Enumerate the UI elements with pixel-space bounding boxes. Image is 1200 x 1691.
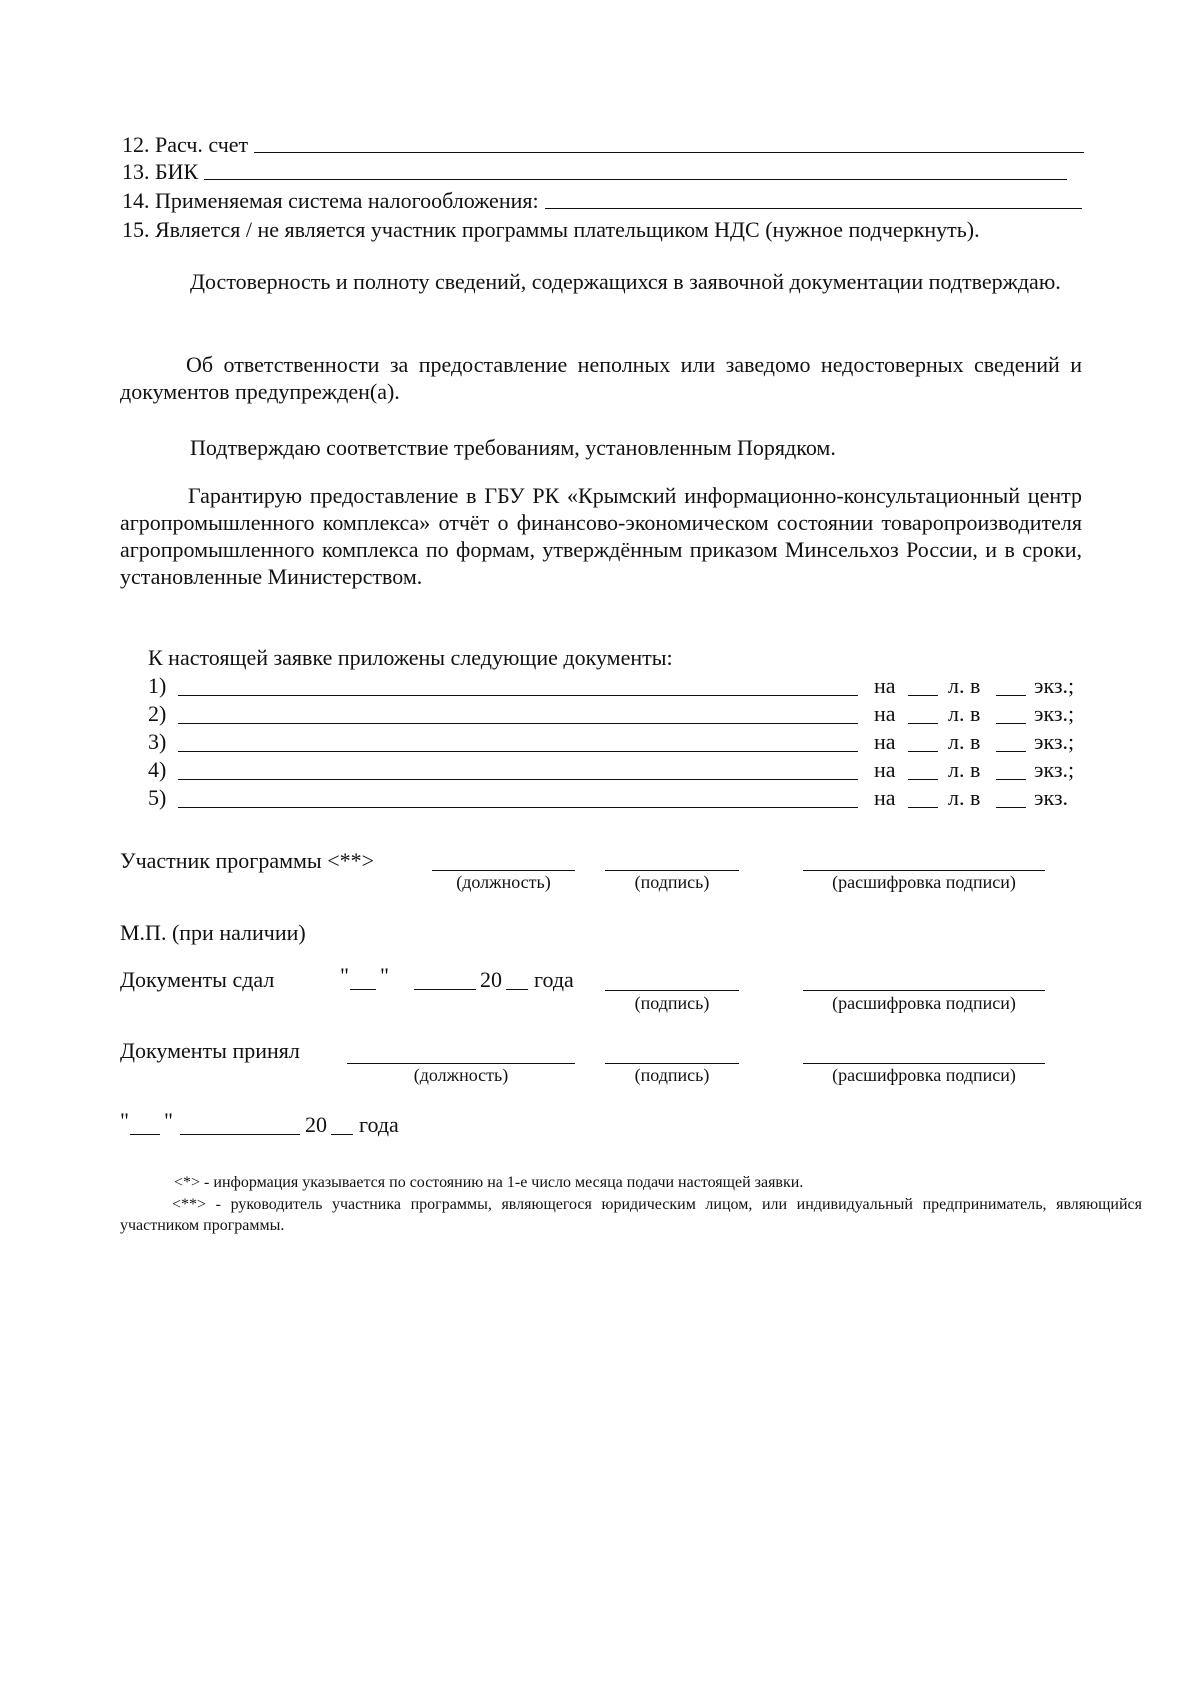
attachment-copies-line[interactable] (996, 751, 1026, 752)
attachment-number: 5) (148, 785, 167, 810)
caption-decoding: (расшифровка подписи) (832, 872, 1016, 892)
participant-label: Участник программы <**> (120, 848, 375, 873)
attachment-sheets-label: л. в (948, 673, 981, 698)
submitted-quote-open: " (340, 963, 349, 988)
attachment-copies-line[interactable] (996, 807, 1026, 808)
attachment-copies-label: экз.; (1034, 729, 1075, 754)
attachment-copies-line[interactable] (996, 779, 1026, 780)
attachment-na: на (874, 673, 896, 698)
submitted-day-line[interactable] (350, 989, 376, 990)
paragraph-responsibility: Об ответственности за предоставление неполных или заведомо недостоверных сведений и документов предупрежден(а). (120, 352, 1082, 404)
attachment-sheets-label: л. в (948, 701, 981, 726)
attachment-name-line[interactable] (178, 751, 858, 752)
submitted-year-prefix: 20 (480, 967, 502, 992)
caption-decoding: (расшифровка подписи) (832, 1065, 1016, 1085)
participant-signature-line[interactable] (605, 870, 739, 871)
accepted-position-line[interactable] (347, 1063, 575, 1064)
field-tax-system-line[interactable] (545, 208, 1082, 209)
attachment-sheets-line[interactable] (908, 751, 938, 752)
paragraph-accuracy: Достоверность и полноту сведений, содержащихся в заявочной документации подтверждаю. (190, 269, 1061, 294)
submitted-decoding-line[interactable] (803, 990, 1045, 991)
stamp-label: М.П. (при наличии) (120, 920, 306, 945)
date-year-prefix: 20 (305, 1112, 327, 1137)
accepted-decoding-line[interactable] (803, 1063, 1045, 1064)
field-tax-system-label: 14. Применяемая система налогообложения: (122, 188, 539, 213)
attachment-name-line[interactable] (178, 723, 858, 724)
field-account-line[interactable] (254, 152, 1084, 153)
attachment-copies-line[interactable] (996, 723, 1026, 724)
participant-position-line[interactable] (432, 870, 575, 871)
footnote-1: <*> - информация указывается по состоянию на 1-е число месяца подачи настоящей заявки. (174, 1174, 804, 1191)
attachment-na: на (874, 729, 896, 754)
field-bik (122, 159, 1067, 185)
attachment-na: на (874, 785, 896, 810)
paragraph-guarantee: Гарантирую предоставление в ГБУ РК «Крымский информационно-консультационный центр агропромышленного комплекса» отчёт о финансово-экономическом состоянии товаропроизводителя агропромышленного комплекса по формам, утверждённым приказом Минсельхоз России, и в сроки, установленные Министерством. (120, 483, 1082, 589)
date-year-word: года (359, 1112, 399, 1137)
attachment-na: на (874, 757, 896, 782)
submitted-year-line[interactable] (506, 989, 528, 990)
attachment-sheets-line[interactable] (908, 779, 938, 780)
paragraph-compliance: Подтверждаю соответствие требованиям, установленным Порядком. (190, 435, 836, 460)
attachment-copies-label: экз.; (1034, 757, 1075, 782)
attachment-number: 1) (148, 673, 167, 698)
submitted-label: Документы сдал (120, 967, 275, 992)
attachment-sheets-line[interactable] (908, 807, 938, 808)
attachment-sheets-label: л. в (948, 729, 981, 754)
attachment-sheets-line[interactable] (908, 723, 938, 724)
attachment-number: 2) (148, 701, 167, 726)
caption-position: (должность) (456, 872, 551, 892)
date-day-line[interactable] (130, 1134, 160, 1135)
attachment-name-line[interactable] (178, 779, 858, 780)
participant-decoding-line[interactable] (803, 870, 1045, 871)
submitted-month-line[interactable] (414, 989, 476, 990)
submitted-year-word: года (534, 967, 574, 992)
attachment-sheets-line[interactable] (908, 695, 938, 696)
caption-signature: (подпись) (634, 1065, 710, 1085)
attachment-copies-label: экз.; (1034, 701, 1075, 726)
date-quote-close: " (164, 1108, 173, 1133)
attachment-copies-label: экз. (1034, 785, 1069, 810)
field-account-label: 12. Расч. счет (122, 132, 249, 157)
submitted-signature-line[interactable] (605, 990, 739, 991)
caption-decoding: (расшифровка подписи) (832, 993, 1016, 1013)
caption-signature: (подпись) (634, 872, 710, 892)
date-month-line[interactable] (180, 1134, 300, 1135)
date-quote-open: " (120, 1108, 129, 1133)
accepted-label: Документы принял (120, 1038, 300, 1063)
attachment-sheets-label: л. в (948, 785, 981, 810)
attachment-sheets-label: л. в (948, 757, 981, 782)
attachment-name-line[interactable] (178, 807, 858, 808)
attachment-number: 3) (148, 729, 167, 754)
caption-signature: (подпись) (634, 993, 710, 1013)
field-bik-label: 13. БИК (122, 159, 199, 184)
field-tax-system (122, 188, 1082, 214)
attachment-name-line[interactable] (178, 695, 858, 696)
date-year-line[interactable] (331, 1134, 353, 1135)
attachment-number: 4) (148, 757, 167, 782)
submitted-quote-close: " (380, 963, 389, 988)
field-bik-line[interactable] (204, 179, 1067, 180)
footnote-2: <**> - руководитель участника программы, являющегося юридическим лицом, или индивидуальный предприниматель, являющийся участником программы. (120, 1196, 1142, 1234)
field-vat: 15. Является / не является участник программы плательщиком НДС (нужное подчеркнуть). (122, 217, 980, 242)
field-account (122, 132, 1084, 158)
attachment-copies-label: экз.; (1034, 673, 1075, 698)
attachments-heading: К настоящей заявке приложены следующие документы: (148, 645, 673, 670)
attachment-na: на (874, 701, 896, 726)
attachment-copies-line[interactable] (996, 695, 1026, 696)
caption-position: (должность) (413, 1065, 509, 1085)
accepted-signature-line[interactable] (605, 1063, 739, 1064)
